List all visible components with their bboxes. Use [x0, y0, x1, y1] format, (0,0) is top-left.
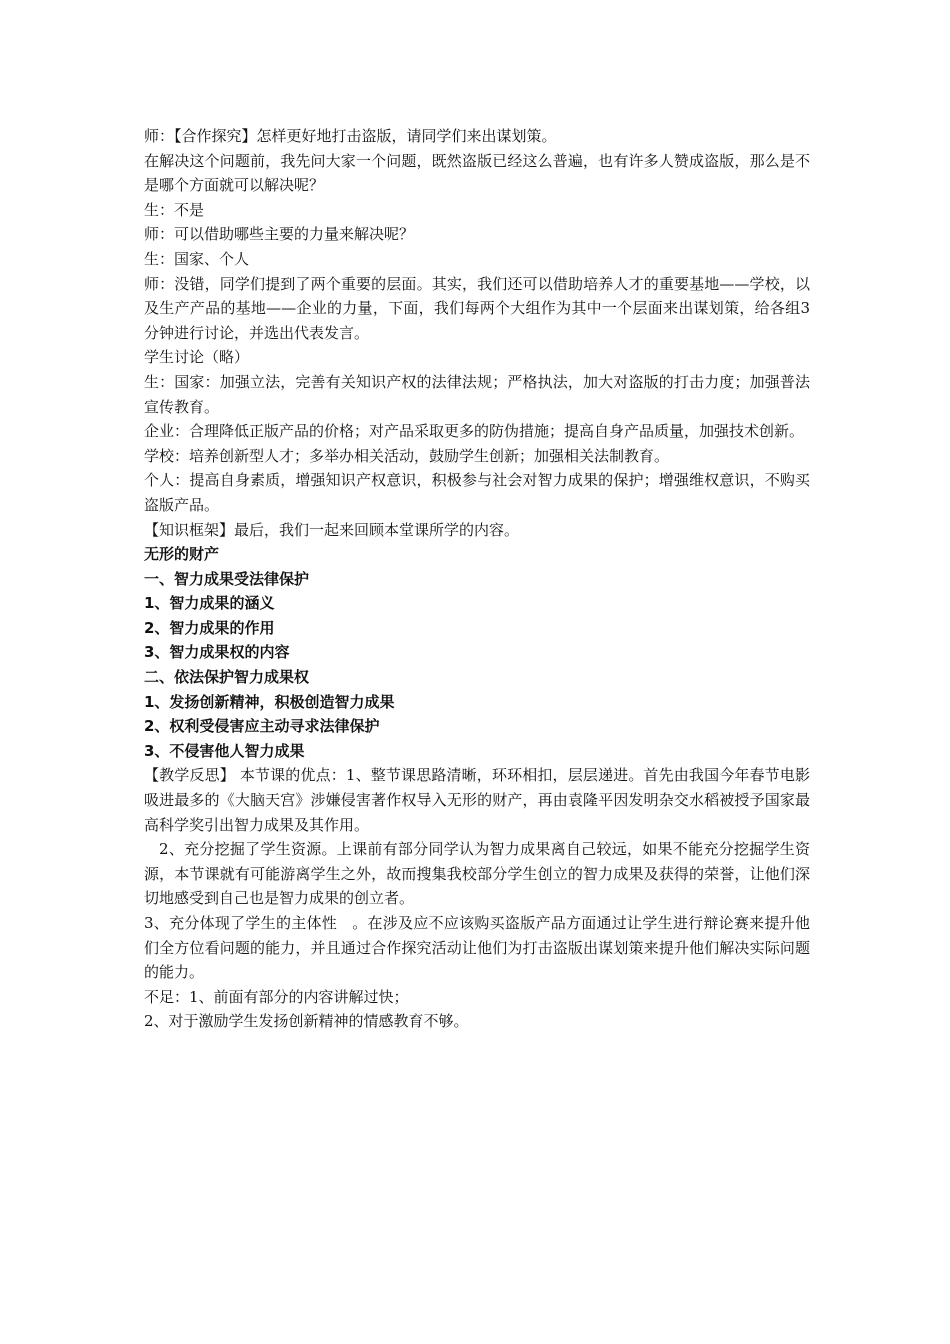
reflection-paragraph: 【教学反思】 本节课的优点：1、整节课思路清晰，环环相扣，层层递进。首先由我国今年春节电影吸进最多的《大脑天宫》涉嫌侵害著作权导入无形的财产，再由袁隆平因发明杂交水稻被授予国家最高科学奖引出智力成果及其作用。	[144, 766, 810, 834]
outline-point: 1、发扬创新精神，积极创造智力成果	[144, 692, 395, 711]
dialogue-line: 企业：合理降低正版产品的价格；对产品采取更多的防伪措施；提高自身产品质量，加强技术创新。	[144, 422, 805, 441]
dialogue-line: 个人：提高自身素质，增强知识产权意识，积极参与社会对智力成果的保护；增强维权意识，不购买盗版产品。	[144, 471, 810, 514]
outline-point: 1、智力成果的涵义	[144, 594, 275, 613]
reflection-paragraph: 2、充分挖掘了学生资源。上课前有部分同学认为智力成果离自己较远，如果不能充分挖掘学生资源，本节课就有可能游离学生之外，故而搜集我校部分学生创立的智力成果及获得的荣誉，让他们深切地感受到自己也是智力成果的创立者。	[144, 840, 810, 908]
dialogue-line: 师：【合作探究】怎样更好地打击盗版，请同学们来出谋划策。	[144, 127, 557, 145]
reflection-shortcoming: 不足：1、前面有部分的内容讲解过快；	[144, 987, 409, 1006]
dialogue-line: 生：不是	[144, 200, 205, 219]
dialogue-line: 师：没错，同学们提到了两个重要的层面。其实，我们还可以借助培养人才的重要基地——学校，以及生产产品的基地——企业的力量，下面，我们每两个大组作为其中一个层面来出谋划策，给各组3分钟进行讨论，并选出代表发言。	[144, 274, 810, 342]
outline-point: 3、不侵害他人智力成果	[144, 741, 305, 760]
document-page	[144, 124, 810, 1034]
outline-title: 无形的财产	[144, 545, 220, 564]
dialogue-line: 【知识框架】最后，我们一起来回顾本堂课所学的内容。	[144, 520, 520, 539]
dialogue-line: 学生讨论（略）	[144, 348, 250, 367]
dialogue-line: 师：可以借助哪些主要的力量来解决呢？	[144, 225, 415, 244]
outline-section: 二、依法保护智力成果权	[144, 668, 310, 687]
reflection-shortcoming: 2、对于激励学生发扬创新精神的情感教育不够。	[144, 1012, 469, 1031]
dialogue-line: 学校：培养创新型人才；多举办相关活动，鼓励学生创新；加强相关法制教育。	[144, 446, 670, 465]
dialogue-line: 在解决这个问题前，我先问大家一个问题，既然盗版已经这么普遍，也有许多人赞成盗版，那么是不是哪个方面就可以解决呢？	[144, 151, 810, 195]
outline-point: 3、智力成果权的内容	[144, 643, 290, 662]
outline-point: 2、权利受侵害应主动寻求法律保护	[144, 717, 380, 736]
dialogue-line: 生：国家、个人	[144, 249, 250, 268]
dialogue-line: 生：国家：加强立法，完善有关知识产权的法律法规；严格执法，加大对盗版的打击力度；加强普法宣传教育。	[144, 372, 810, 416]
outline-section: 一、智力成果受法律保护	[144, 569, 310, 588]
knowledge-outline	[144, 542, 810, 763]
outline-point: 2、智力成果的作用	[144, 618, 275, 637]
reflection-paragraph: 3、充分体现了学生的主体性 。在涉及应不应该购买盗版产品方面通过让学生进行辩论赛来提升他们全方位看问题的能力，并且通过合作探究活动让他们为打击盗版出谋划策来提升他们解决实际问题的能力。	[144, 914, 810, 982]
